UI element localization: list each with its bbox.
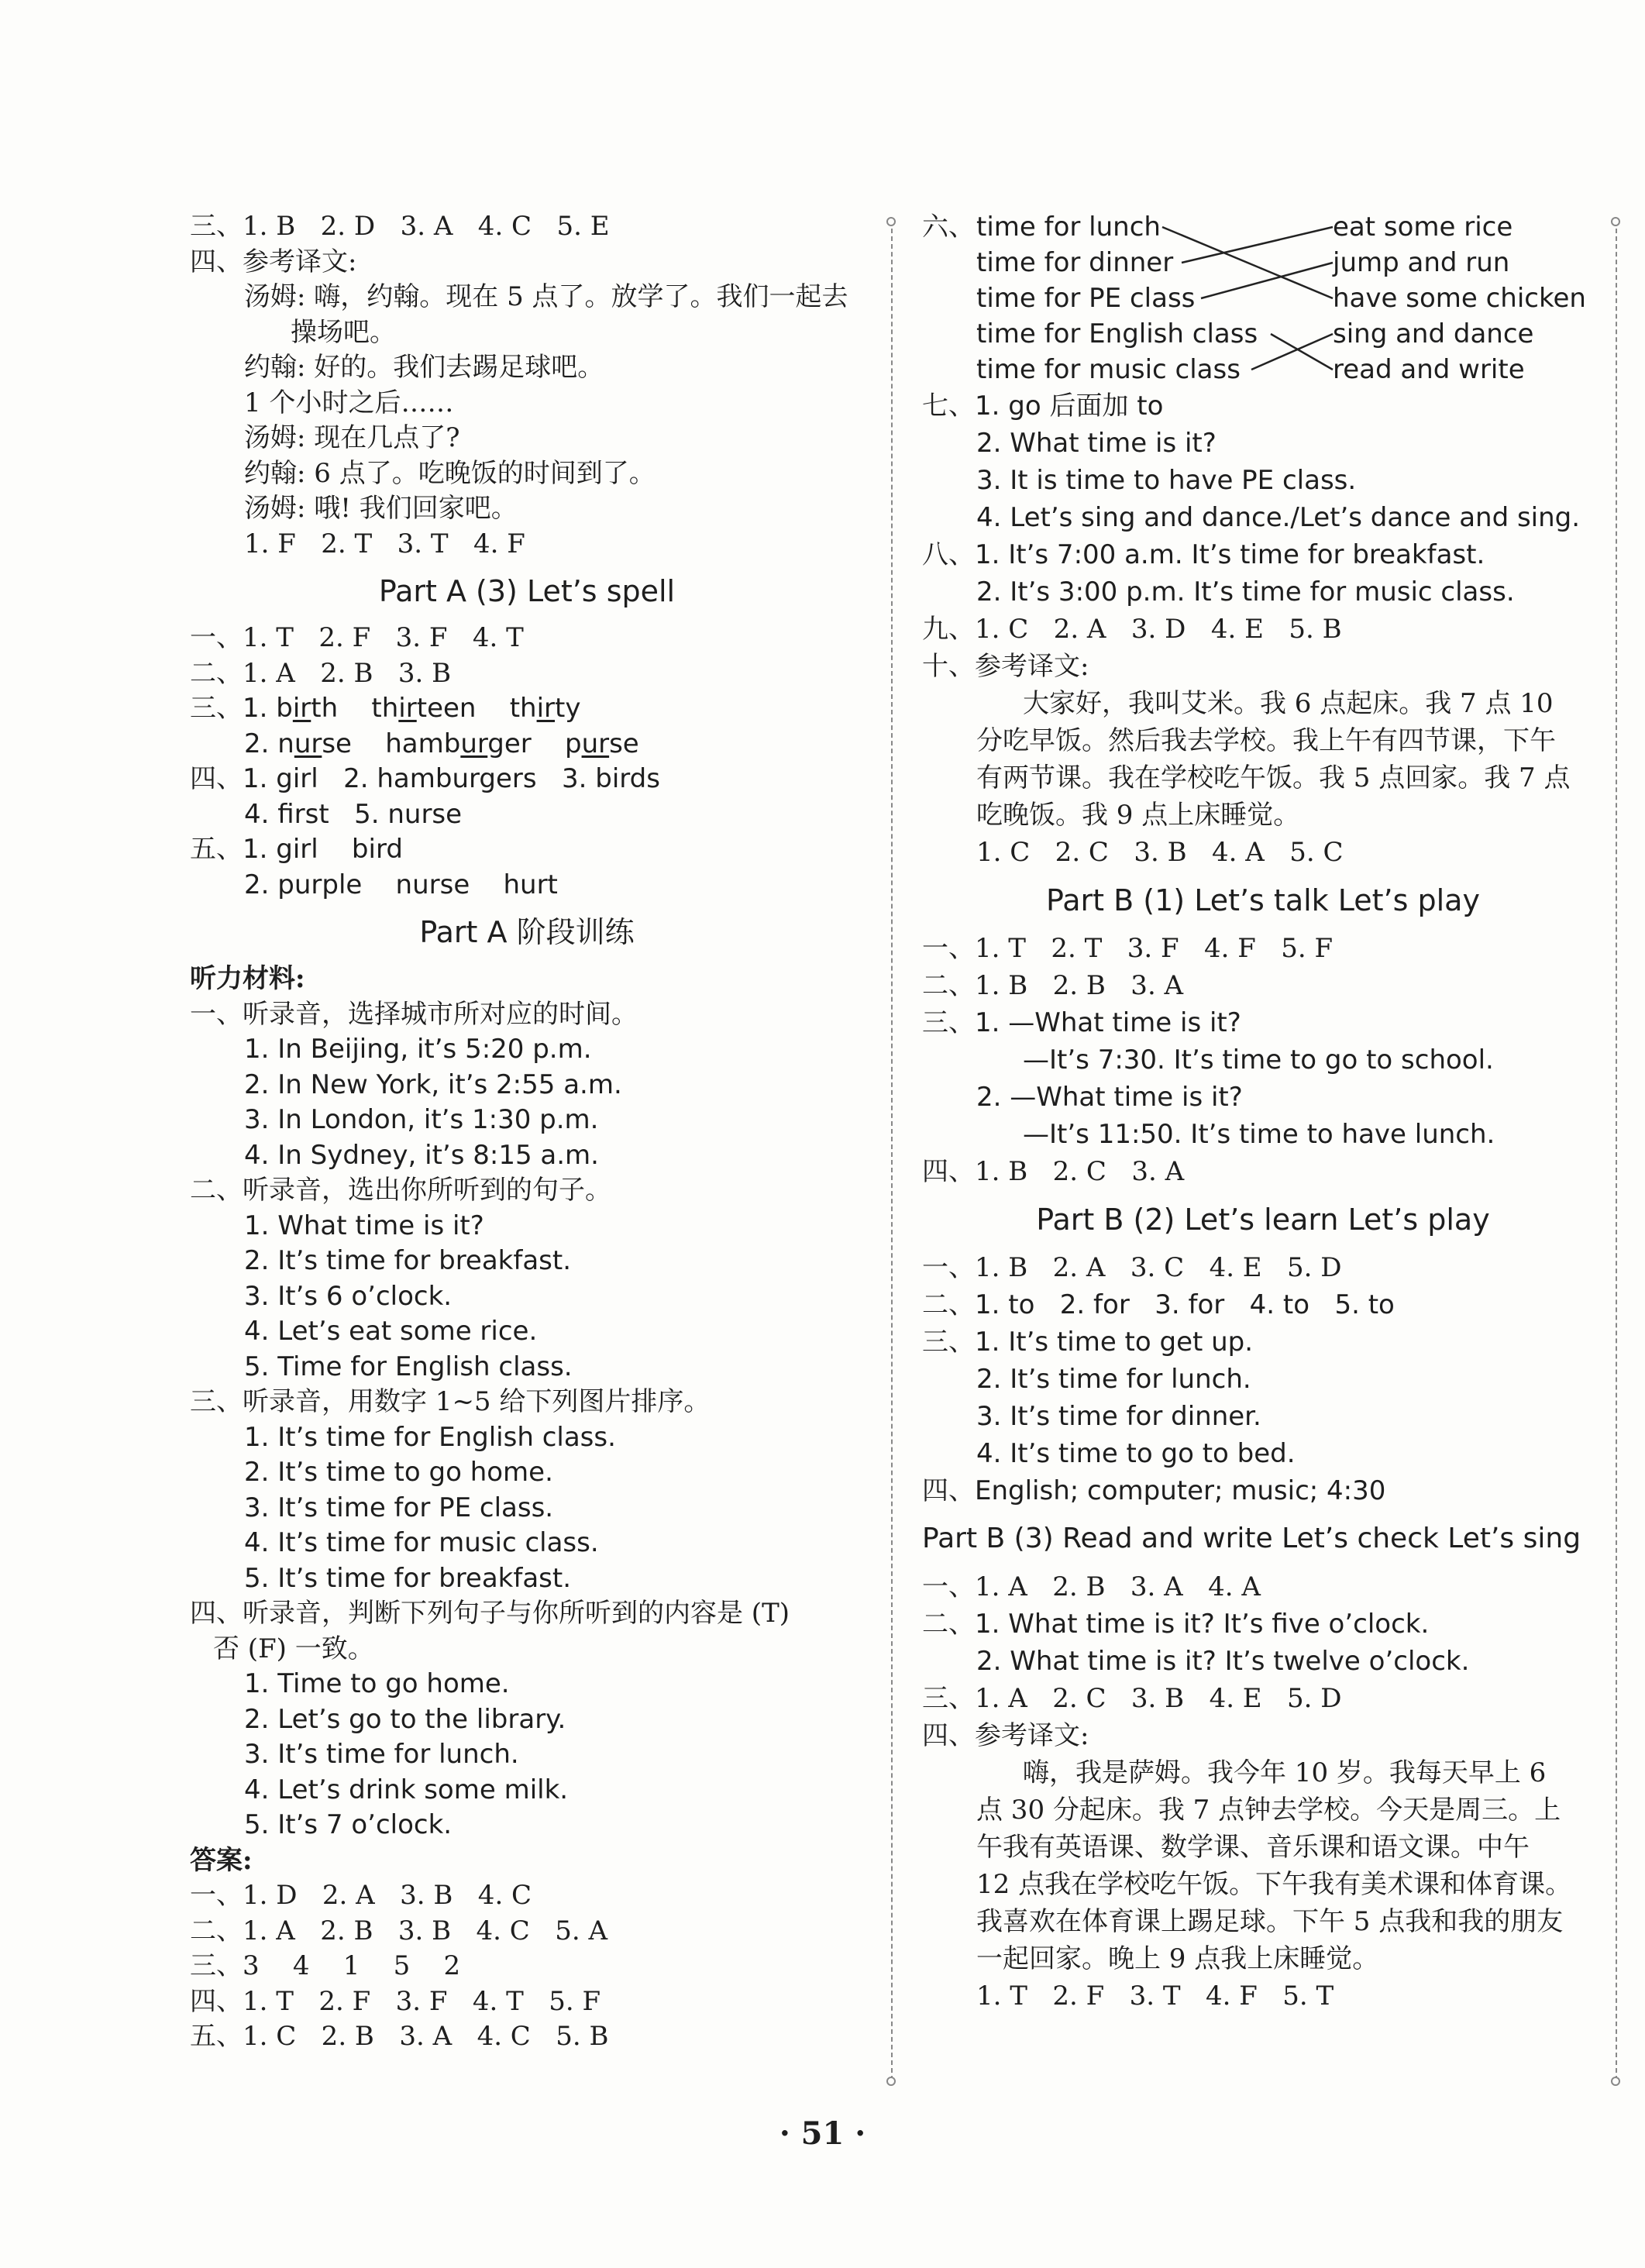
translation-line: 午我有英语课、数学课、音乐课和语文课。中午: [976, 1832, 1530, 1863]
column-divider-right: [1616, 221, 1617, 2080]
script-line: 4. Let’s drink some milk.: [244, 1774, 569, 1805]
answer-line: 二、1. A 2. B 3. B 4. C 5. A: [190, 1915, 608, 1946]
script-line: 3. It’s 6 o’clock.: [244, 1280, 453, 1312]
item-number: 2.: [244, 728, 278, 759]
right-column: [922, 209, 1604, 2015]
answer-line: 一、1. B 2. A 3. C 4. E 5. D: [922, 1252, 1342, 1283]
answer-line: 2. purple nurse hurt: [244, 869, 558, 900]
match-line: [1162, 227, 1333, 298]
answer-line: 2. —What time is it?: [976, 1082, 1243, 1113]
section-label: 四、参考译文:: [190, 246, 357, 277]
script-line: 2. In New York, it’s 2:55 a.m.: [244, 1069, 622, 1100]
answer-line: 2. It’s time for lunch.: [976, 1364, 1251, 1395]
answer-line: 七、1. go 后面加 to: [922, 391, 1164, 422]
match-line: [1201, 263, 1333, 298]
script-line: 2. It’s time for breakfast.: [244, 1245, 572, 1276]
divider-dot: [1611, 2077, 1620, 2086]
answer-line: 1. T 2. F 3. T 4. F 5. T: [976, 1981, 1334, 2012]
section-heading: Part B (3) Read and write Let’s check Let’s sing: [922, 1523, 1581, 1554]
translation-line: 大家好，我叫艾米。我 6 点起床。我 7 点 10: [1023, 688, 1554, 719]
script-line: 5. It’s 7 o’clock.: [244, 1809, 453, 1840]
answer-line: 一、1. T 2. F 3. F 4. T: [190, 622, 524, 653]
answer-line: 一、1. D 2. A 3. B 4. C: [190, 1880, 532, 1911]
translation-line: 嗨，我是萨姆。我今年 10 岁。我每天早上 6: [1023, 1757, 1547, 1788]
answer-line: 三、1. B 2. D 3. A 4. C 5. E: [190, 211, 610, 242]
script-line: 1. It’s time for English class.: [244, 1421, 616, 1453]
match-right-item: have some chicken: [1333, 283, 1586, 314]
match-right-item: jump and run: [1333, 247, 1510, 278]
script-line: 3. It’s time for lunch.: [244, 1739, 519, 1770]
word-thirteen: thirteen: [371, 693, 477, 724]
answer-line: 二、1. What time is it? It’s five o’clock.: [922, 1609, 1430, 1640]
script-line: 3. It’s time for PE class.: [244, 1492, 554, 1523]
script-line: 5. It’s time for breakfast.: [244, 1562, 572, 1594]
word-nurse: nurse: [277, 728, 352, 759]
translation-line: 约翰: 6 点了。吃晚饭的时间到了。: [244, 457, 656, 489]
answer-line: 四、1. girl 2. hamburgers 3. birds: [190, 763, 660, 794]
translation-line: 约翰: 好的。我们去踢足球吧。: [244, 352, 604, 383]
listening-material-label: 听力材料:: [190, 963, 305, 994]
question-line: 否 (F) 一致。: [213, 1633, 374, 1664]
answer-line: 3. It is time to have PE class.: [976, 465, 1357, 496]
answer-line: 四、1. B 2. C 3. A: [922, 1156, 1185, 1187]
answer-line: 四、1. T 2. F 3. F 4. T 5. F: [190, 1985, 601, 2017]
answer-line: 一、1. T 2. T 3. F 4. F 5. F: [922, 933, 1334, 964]
match-right-item: read and write: [1333, 354, 1525, 385]
word-birth: birth: [276, 693, 339, 724]
divider-dot: [886, 217, 896, 226]
match-left-item: time for dinner: [976, 247, 1174, 278]
script-line: 3. In London, it’s 1:30 p.m.: [244, 1104, 599, 1135]
section-heading: Part A 阶段训练: [419, 915, 635, 949]
match-left-item: time for lunch: [976, 212, 1161, 243]
script-line: 2. Let’s go to the library.: [244, 1703, 566, 1735]
translation-line: 汤姆: 嗨，约翰。现在 5 点了。放学了。我们一起去: [244, 281, 848, 312]
answer-line: —It’s 7:30. It’s time to go to school.: [1023, 1045, 1494, 1075]
page-number: · 51 ·: [779, 2115, 866, 2152]
section-label: 十、参考译文:: [922, 651, 1089, 682]
answer-line: 1. C 2. C 3. B 4. A 5. C: [976, 837, 1344, 868]
translation-line: 我喜欢在体育课上踢足球。下午 5 点我和我的朋友: [976, 1906, 1564, 1937]
column-divider-left: [891, 221, 893, 2080]
translation-line: 一起回家。晚上 9 点我上床睡觉。: [976, 1943, 1379, 1974]
answer-line: 三、1. It’s time to get up.: [922, 1327, 1254, 1358]
item-number: 三、1.: [190, 693, 277, 724]
divider-dot: [886, 2077, 896, 2086]
answer-line: 五、1. C 2. B 3. A 4. C 5. B: [190, 2021, 609, 2052]
translation-line: 点 30 分起床。我 7 点钟去学校。今天是周三。上: [976, 1795, 1561, 1826]
answer-line: 4. first 5. nurse: [244, 798, 463, 830]
section-heading: Part B (2) Let’s learn Let’s play: [1036, 1203, 1490, 1237]
script-line: 4. In Sydney, it’s 8:15 a.m.: [244, 1139, 599, 1171]
section-heading: Part A (3) Let’s spell: [378, 574, 676, 608]
word-purse: purse: [564, 728, 639, 759]
answer-line: 3. It’s time for dinner.: [976, 1401, 1261, 1432]
translation-line: 汤姆: 哦! 我们回家吧。: [244, 493, 518, 524]
script-line: 1. In Beijing, it’s 5:20 p.m.: [244, 1034, 592, 1065]
answer-line: 二、1. to 2. for 3. for 4. to 5. to: [922, 1289, 1395, 1320]
answer-line: 四、English; computer; music; 4:30: [922, 1475, 1386, 1506]
translation-line: 12 点我在学校吃午饭。下午我有美术课和体育课。: [976, 1869, 1572, 1900]
question-line: 一、听录音，选择城市所对应的时间。: [190, 998, 638, 1030]
script-line: 4. Let’s eat some rice.: [244, 1316, 538, 1347]
translation-line: 分吃早饭。然后我去学校。我上午有四节课，下午: [976, 725, 1556, 756]
section-label: 四、参考译文:: [922, 1720, 1089, 1751]
answer-line: 三、1. A 2. C 3. B 4. E 5. D: [922, 1683, 1342, 1714]
answer-line: 三、3 4 1 5 2: [190, 1950, 461, 1981]
word-thirty: thirty: [509, 693, 581, 724]
matching-lines: [922, 209, 1604, 387]
match-right-item: eat some rice: [1333, 212, 1513, 243]
spelling-line: [190, 691, 864, 727]
match-left-item: time for music class: [976, 354, 1241, 385]
question-line: 二、听录音，选出你所听到的句子。: [190, 1175, 611, 1206]
translation-line: 1 个小时之后……: [244, 387, 454, 418]
match-right-item: sing and dance: [1333, 318, 1534, 349]
match-left-item: time for English class: [976, 318, 1258, 349]
word-hamburger: hamburger: [385, 728, 532, 759]
script-line: 1. What time is it?: [244, 1210, 484, 1241]
translation-line: 汤姆: 现在几点了?: [244, 422, 460, 453]
answer-line: 五、1. girl bird: [190, 834, 403, 865]
matching-exercise: [922, 209, 1604, 387]
translation-line: 有两节课。我在学校吃午饭。我 5 点回家。我 7 点: [976, 762, 1571, 793]
script-line: 5. Time for English class.: [244, 1351, 573, 1382]
translation-line: 吃晚饭。我 9 点上床睡觉。: [976, 800, 1300, 831]
answer-line: 4. Let’s sing and dance./Let’s dance and sing.: [976, 502, 1581, 533]
section-heading: Part B (1) Let’s talk Let’s play: [1046, 883, 1480, 917]
answer-line: 1. F 2. T 3. T 4. F: [244, 528, 525, 559]
answers-label: 答案:: [190, 1844, 253, 1876]
divider-dot: [1611, 217, 1620, 226]
script-line: 4. It’s time for music class.: [244, 1527, 599, 1558]
answer-line: 2. It’s 3:00 p.m. It’s time for music class.: [976, 576, 1515, 607]
answer-line: 二、1. B 2. B 3. A: [922, 970, 1184, 1001]
answer-line: 九、1. C 2. A 3. D 4. E 5. B: [922, 614, 1342, 645]
left-column: [190, 209, 864, 2055]
match-line: [1251, 334, 1333, 370]
match-left-item: time for PE class: [976, 283, 1196, 314]
answer-line: 二、1. A 2. B 3. B: [190, 657, 452, 689]
answer-line: 2. What time is it?: [976, 428, 1217, 459]
match-line: [1271, 334, 1333, 370]
answer-line: 2. What time is it? It’s twelve o’clock.: [976, 1646, 1470, 1677]
script-line: 1. Time to go home.: [244, 1668, 510, 1699]
answer-line: 一、1. A 2. B 3. A 4. A: [922, 1571, 1261, 1602]
spelling-line: [190, 727, 864, 762]
translation-line: 操场吧。: [291, 316, 396, 348]
answer-line: 八、1. It’s 7:00 a.m. It’s time for breakfast.: [922, 539, 1485, 570]
script-line: 2. It’s time to go home.: [244, 1457, 553, 1488]
section-label: 六、: [922, 212, 975, 243]
answer-line: 三、1. —What time is it?: [922, 1007, 1241, 1038]
answer-line: —It’s 11:50. It’s time to have lunch.: [1023, 1119, 1495, 1150]
answer-line: 4. It’s time to go to bed.: [976, 1438, 1296, 1469]
question-line: 三、听录音，用数字 1~5 给下列图片排序。: [190, 1386, 711, 1417]
question-line: 四、听录音，判断下列句子与你所听到的内容是 (T): [190, 1598, 790, 1629]
